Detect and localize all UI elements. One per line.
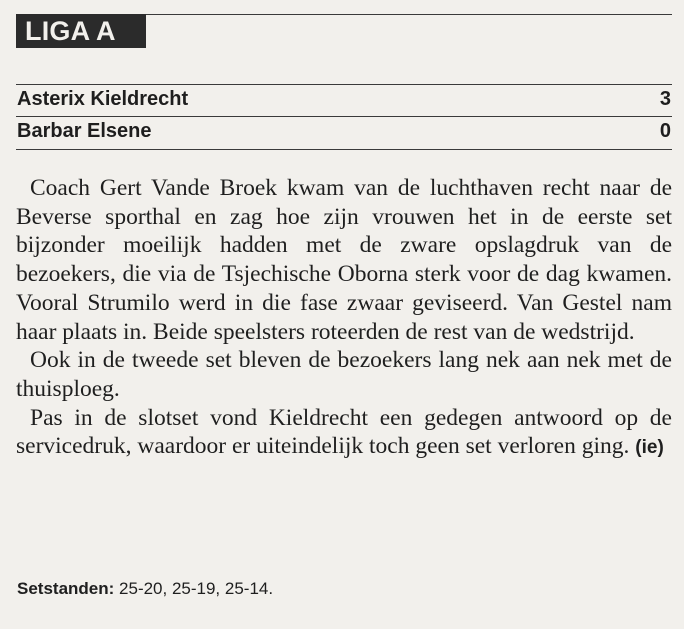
- away-team-score: 0: [659, 120, 671, 142]
- top-rule: [146, 14, 672, 15]
- home-team-score: 3: [659, 88, 671, 110]
- article-paragraph-1: Coach Gert Vande Broek kwam van de luchthaven recht naar de Beverse sporthal en zag hoe zijn vrouwen het in de eerste set bijzonder moeilijk hadden met de zware opslagdruk van de bezoekers, die via de Tsjechische Oborna sterk voor de dag kwamen. Vooral Strumilo werd in die fase zwaar geviseerd. Van Gestel nam haar plaats in. Beide speelsters roteerden de rest van de wedstrijd.: [16, 175, 672, 345]
- away-team-row: [16, 116, 672, 150]
- section-label: LIGA A: [16, 14, 146, 48]
- set-scores: [17, 577, 273, 601]
- article-body: [16, 174, 672, 463]
- set-scores-label: Setstanden:: [17, 579, 115, 598]
- away-team-name: Barbar Elsene: [17, 120, 152, 142]
- article-paragraph-3: [16, 404, 672, 463]
- home-team-row: [16, 84, 672, 117]
- set-scores-value: 25-20, 25-19, 25-14.: [119, 579, 274, 598]
- article-paragraph-2: Ook in de tweede set bleven de bezoekers lang nek aan nek met de thuisploeg.: [16, 347, 672, 402]
- author-initials: (ie): [635, 437, 664, 459]
- article-paragraph-3-text: Pas in de slotset vond Kieldrecht een gedegen antwoord op de servicedruk, waardoor er uiteindelijk toch geen set verloren ging.: [16, 404, 672, 460]
- home-team-name: Asterix Kieldrecht: [17, 88, 189, 110]
